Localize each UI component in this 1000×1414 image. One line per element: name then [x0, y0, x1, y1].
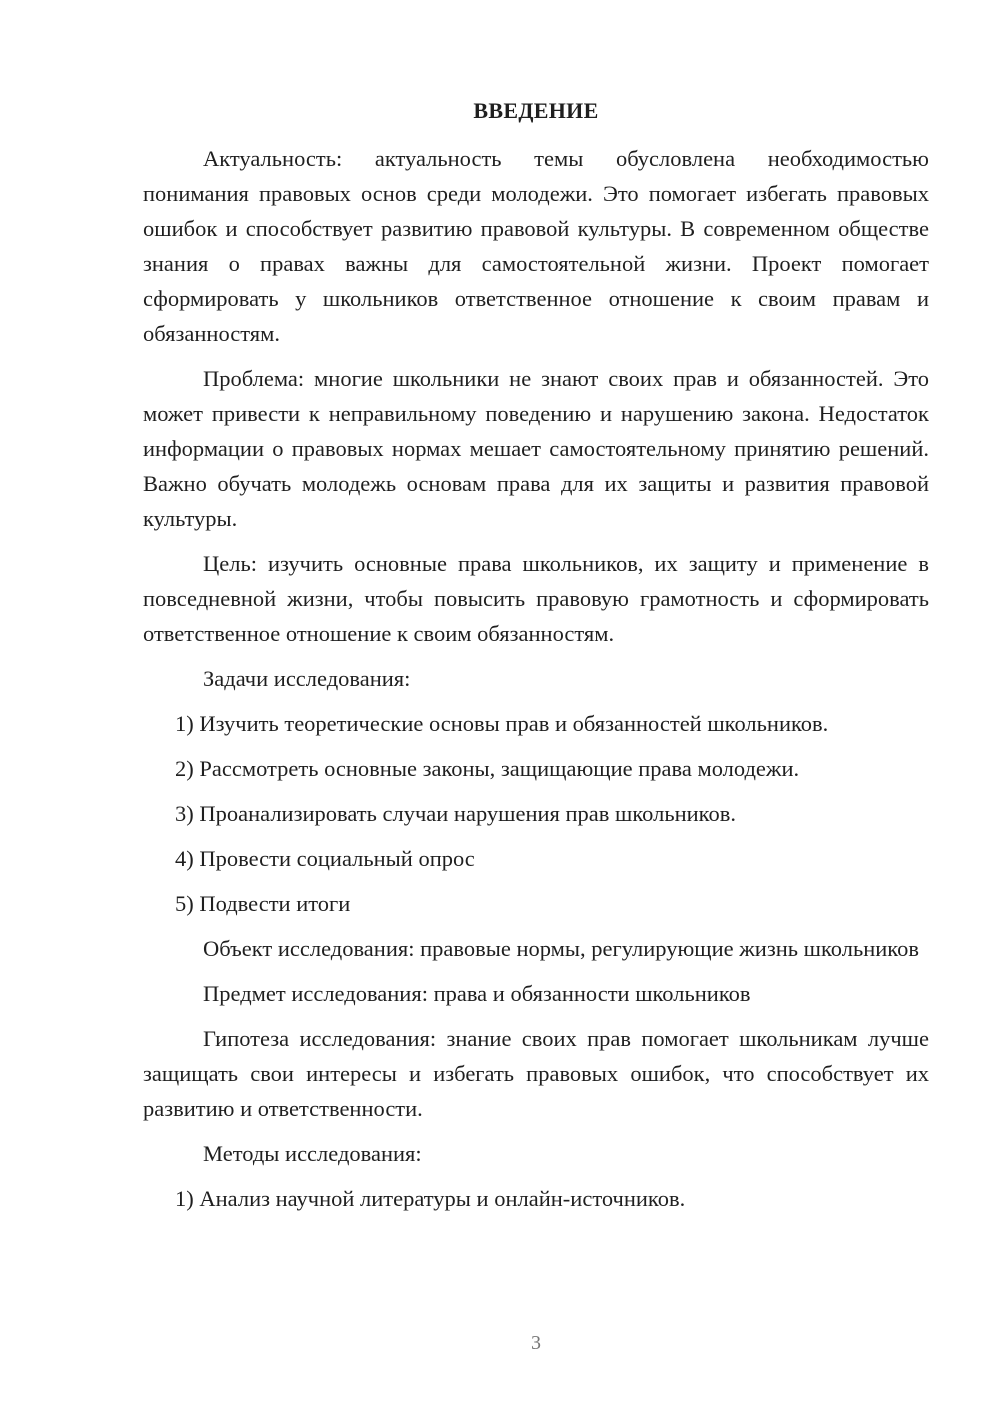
paragraph-hypothesis: Гипотеза исследования: знание своих прав помогает школьникам лучше защищать свои интересы и избегать правовых ошибок, что способствует их развитию и ответственности.: [143, 1026, 929, 1121]
document-body: [143, 141, 929, 1226]
section-title: ВВЕДЕНИЕ: [473, 98, 599, 123]
page-number: 3: [531, 1332, 541, 1354]
method-item-1: 1) Анализ научной литературы и онлайн-источников.: [175, 1186, 686, 1211]
tasks-heading: Задачи исследования:: [203, 666, 411, 691]
paragraph-problem: Проблема: многие школьники не знают своих прав и обязанностей. Это может привести к неправильному поведению и нарушению закона. Недостаток информации о правовых нормах мешает самостоятельному принятию решений. Важно обучать молодежь основам права для их защиты и развития правовой культуры.: [143, 366, 929, 531]
task-item-4: 4) Провести социальный опрос: [175, 846, 475, 871]
paragraph-relevance: Актуальность: актуальность темы обусловлена необходимостью понимания правовых основ среди молодежи. Это помогает избегать правовых ошибок и способствует развитию правовой культуры. В современном обществе знания о правах важны для самостоятельной жизни. Проект помогает сформировать у школьников ответственное отношение к своим правам и обязанностям.: [143, 146, 929, 346]
task-item-1: 1) Изучить теоретические основы прав и обязанностей школьников.: [175, 711, 829, 736]
methods-heading: Методы исследования:: [203, 1141, 422, 1166]
paragraph-goal: Цель: изучить основные права школьников, их защиту и применение в повседневной жизни, чтобы повысить правовую грамотность и сформировать ответственное отношение к своим обязанностям.: [143, 551, 929, 646]
task-item-2: 2) Рассмотреть основные законы, защищающие права молодежи.: [175, 756, 800, 781]
paragraph-subject: Предмет исследования: права и обязанности школьников: [203, 981, 751, 1006]
task-item-3: 3) Проанализировать случаи нарушения прав школьников.: [175, 801, 736, 826]
task-item-5: 5) Подвести итоги: [175, 891, 351, 916]
paragraph-object: Объект исследования: правовые нормы, регулирующие жизнь школьников: [203, 936, 919, 961]
